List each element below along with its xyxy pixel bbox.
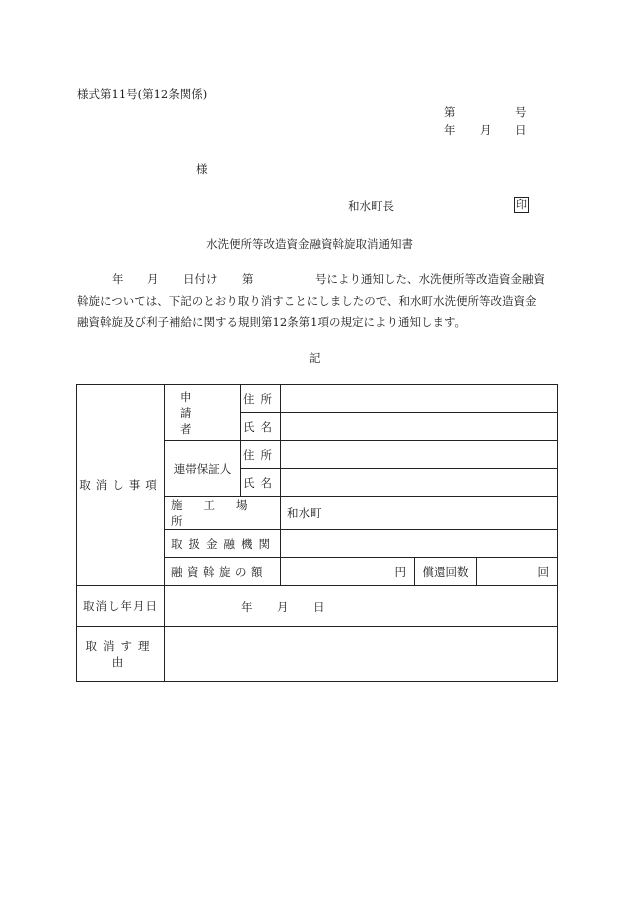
applicant-label — [165, 385, 241, 441]
applicant-address-label — [241, 385, 281, 413]
intro-line2: 斡旋については、下記のとおり取り消すことにしましたので、和水町水洗便所等改造資金 — [77, 294, 537, 308]
intro-year: 年 — [112, 272, 124, 286]
intro-dated: 日付け — [183, 272, 218, 286]
guarantor-text: 連帯保証人 — [173, 461, 232, 476]
intro-line3: 融資斡旋及び利子補給に関する規則第12条第1項の規定により通知します。 — [77, 315, 467, 329]
guarantor-name-label — [241, 469, 281, 497]
times-unit: 回 — [537, 564, 550, 579]
cancel-reason-text: 取消す理由 — [85, 639, 156, 669]
cancel-date-label — [77, 586, 165, 627]
ki-mark: 記 — [309, 351, 321, 365]
loan-amount-field[interactable] — [281, 558, 415, 586]
cancel-date-text: 取消し年月日 — [83, 599, 158, 613]
doc-no-suffix: 号 — [515, 105, 527, 119]
addressee-suffix: 様 — [196, 162, 208, 176]
cancel-date-year: 年 — [241, 600, 253, 614]
intro-no: 第 — [242, 272, 254, 286]
financial-institution-label — [165, 530, 281, 558]
repayment-count-text: 償還回数 — [422, 564, 469, 579]
financial-institution-field[interactable] — [281, 530, 558, 558]
date-day: 日 — [515, 123, 527, 137]
guarantor-address-text: 住所 — [243, 447, 278, 462]
guarantor-address-field[interactable] — [281, 441, 558, 469]
cancel-reason-field[interactable] — [165, 627, 558, 682]
guarantor-name-text: 氏名 — [243, 475, 278, 490]
cancel-items-text: 取消し事項 — [79, 478, 162, 492]
guarantor-address-label — [241, 441, 281, 469]
loan-amount-text: 融資斡旋の額 — [171, 564, 267, 579]
intro-line1-rest: 号により通知した、水洗便所等改造資金融資 — [315, 272, 545, 286]
applicant-text: 申請者 — [180, 389, 206, 436]
applicant-name-field[interactable] — [281, 413, 558, 441]
date-year: 年 — [444, 123, 456, 137]
cancel-date-month: 月 — [277, 600, 289, 614]
financial-institution-text: 取扱金融機関 — [171, 536, 276, 551]
cancel-reason-label — [77, 627, 165, 682]
intro-month: 月 — [147, 272, 159, 286]
repayment-count-field[interactable] — [477, 558, 558, 586]
yen-unit: 円 — [394, 564, 406, 579]
cancel-date-field[interactable] — [165, 586, 558, 627]
form-number: 様式第11号(第12条関係) — [77, 87, 208, 101]
cancel-date-day: 日 — [313, 600, 325, 614]
guarantor-label — [165, 441, 241, 497]
repayment-count-label — [415, 558, 477, 586]
applicant-address-field[interactable] — [281, 385, 558, 413]
construction-site-text: 施工場所 — [171, 498, 269, 528]
applicant-name-label — [241, 413, 281, 441]
cancellation-table — [76, 384, 558, 682]
loan-amount-label — [165, 558, 281, 586]
cancel-items-label — [77, 385, 165, 586]
doc-no-prefix: 第 — [444, 105, 456, 119]
issuer: 和水町長 — [348, 199, 394, 213]
applicant-name-text: 氏名 — [243, 419, 278, 434]
construction-site-label — [165, 497, 281, 530]
construction-site-field[interactable] — [281, 497, 558, 530]
applicant-address-text: 住所 — [243, 391, 278, 406]
document-title: 水洗便所等改造資金融資斡旋取消通知書 — [206, 237, 413, 251]
date-month: 月 — [480, 123, 492, 137]
seal-box — [514, 197, 529, 213]
seal-mark: 印 — [516, 198, 527, 211]
construction-site-value: 和水町 — [287, 506, 322, 520]
guarantor-name-field[interactable] — [281, 469, 558, 497]
